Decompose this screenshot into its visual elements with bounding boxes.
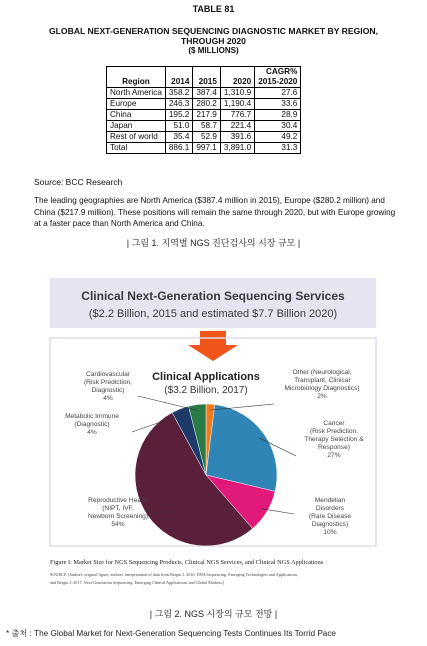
header-2014: 2014 (165, 67, 193, 88)
value-cell: 3,891.0 (220, 143, 254, 154)
services-subtitle: ($2.2 Billion, 2015 and estimated $7.7 Billion 2020) (88, 308, 338, 320)
pie-label-line: Cancer (323, 420, 345, 427)
pie-label-line: Disorders (315, 505, 345, 512)
pie-label-line: Reproductive Health (88, 497, 148, 504)
ngs-market-figure (48, 276, 378, 598)
value-cell: 195.2 (165, 110, 193, 121)
services-box (50, 278, 376, 328)
figure-source-line-1: SOURCE [Authors' original figure; authors' interpretation of data from Bergin J. 2016. DNA Sequencing: Emerging Technologies and Applications, (50, 572, 299, 577)
figure-source-line-2: and Bergin J. 2017. Next-Generation Sequencing: Emerging Clinical Applications and Global Markets.] (50, 580, 225, 585)
header-cagr-label: CAGR% (265, 67, 298, 76)
region-cell: Total (107, 143, 166, 154)
pie-label-line: Other (Neurological, (292, 369, 352, 376)
value-cell: 1,190.4 (220, 99, 254, 110)
value-cell: 31.3 (255, 143, 301, 154)
pie-label-line: 2% (317, 393, 327, 400)
pie-label-line: Cardiovascular (86, 371, 130, 378)
figure-2-caption: | 그림 2. NGS 시장의 규모 전망 | (149, 609, 278, 619)
value-cell: 997.1 (193, 143, 221, 154)
pie-label-cardiovascular (84, 371, 132, 402)
header-cagr (255, 67, 301, 88)
pie-label-line: (Risk Prediction, (83, 379, 133, 386)
table-row (107, 88, 301, 99)
table-header-row (107, 67, 301, 88)
pie-label-line: Metabolic Immune (65, 413, 119, 420)
table-title-line-3: ($ MILLIONS) (188, 46, 239, 55)
value-cell: 1,310.9 (220, 88, 254, 99)
header-region: Region (107, 67, 166, 88)
region-cell: Rest of world (107, 132, 166, 143)
value-cell: 33.6 (255, 99, 301, 110)
pie-label-line: (Diagnostic) (74, 421, 110, 428)
value-cell: 35.4 (165, 132, 193, 143)
value-cell: 49.2 (255, 132, 301, 143)
value-cell: 280.2 (193, 99, 221, 110)
services-title: Clinical Next-Generation Sequencing Services (81, 289, 345, 303)
region-cell: China (107, 110, 166, 121)
table-number: TABLE 81 (192, 4, 235, 14)
region-cell: Japan (107, 121, 166, 132)
table-row (107, 143, 301, 154)
pie-label-line: (NIPT, IVF, (102, 505, 134, 512)
pie-label-line: Diagnostic) (91, 387, 125, 394)
figure-caption: Figure I: Market Size for NGS Sequencing Products, Clinical NGS Services, and Clinical NGS Applications (50, 559, 324, 566)
down-arrow-icon (188, 331, 238, 361)
value-cell: 52.9 (193, 132, 221, 143)
table-row (107, 132, 301, 143)
pie-label-line: 10% (323, 529, 337, 536)
region-cell: Europe (107, 99, 166, 110)
body-paragraph: The leading geographies are North America ($387.4 million in 2015), Europe ($280.2 million) and China ($217.9 million). These positions will remain the same through 2020, but with Europe growing at a faster pace than North America and China. (34, 196, 396, 228)
region-cell: North America (107, 88, 166, 99)
pie-label-mendelian (309, 497, 351, 536)
table-row (107, 110, 301, 121)
value-cell: 391.6 (220, 132, 254, 143)
header-2015: 2015 (193, 67, 221, 88)
pie-label-line: (Risk Prediction, (309, 428, 359, 435)
pie-label-line: 4% (103, 395, 113, 402)
value-cell: 387.4 (193, 88, 221, 99)
pie-label-line: 4% (87, 429, 97, 436)
value-cell: 217.9 (193, 110, 221, 121)
pie-label-line: Therapy Selection & (304, 436, 364, 443)
pie-label-line: Newborn Screening) (87, 513, 149, 520)
value-cell: 358.2 (165, 88, 193, 99)
figure-1-caption: | 그림 1. 지역별 NGS 진단검사의 시장 규모 | (126, 238, 301, 248)
value-cell: 776.7 (220, 110, 254, 121)
pie-subtitle: ($3.2 Billion, 2017) (164, 385, 248, 396)
pie-label-other (284, 369, 359, 400)
value-cell: 51.0 (165, 121, 193, 132)
pie-title: Clinical Applications (152, 371, 260, 383)
pie-label-line: 27% (327, 452, 341, 459)
pie-label-line: (Rare Disease (308, 513, 352, 520)
table-row (107, 121, 301, 132)
pie-label-line: Mendelian (314, 497, 346, 504)
market-table (106, 66, 301, 154)
source-note: Source: BCC Research (34, 177, 123, 187)
value-cell: 886.1 (165, 143, 193, 154)
value-cell: 58.7 (193, 121, 221, 132)
table-title-line-1: GLOBAL NEXT-GENERATION SEQUENCING DIAGNOSTIC MARKET BY REGION, (49, 26, 378, 36)
pie-label-line: 54% (111, 521, 125, 528)
value-cell: 30.4 (255, 121, 301, 132)
leader-line-cardiovascular (138, 396, 198, 411)
value-cell: 27.6 (255, 88, 301, 99)
pie-label-line: Response) (318, 444, 350, 451)
value-cell: 28.9 (255, 110, 301, 121)
table-row (107, 99, 301, 110)
pie-label-line: Microbiology Diagnostics) (284, 385, 360, 392)
header-2020: 2020 (220, 67, 254, 88)
header-cagr-period: 2015-2020 (258, 77, 298, 86)
pie-label-line: Transplant, Clinical (294, 377, 350, 384)
table-title-line-2: THROUGH 2020 (181, 36, 246, 46)
footnote: * 출처 : The Global Market for Next-Generation Sequencing Tests Continues Its Torrid Pace (6, 629, 336, 638)
pie-label-cancer (304, 420, 364, 459)
value-cell: 246.3 (165, 99, 193, 110)
pie-label-reproductive (88, 497, 148, 528)
pie-label-line: Diagnostics) (311, 521, 349, 528)
value-cell: 221.4 (220, 121, 254, 132)
pie-label-metabolic (65, 413, 119, 436)
pie-chart (135, 404, 277, 546)
